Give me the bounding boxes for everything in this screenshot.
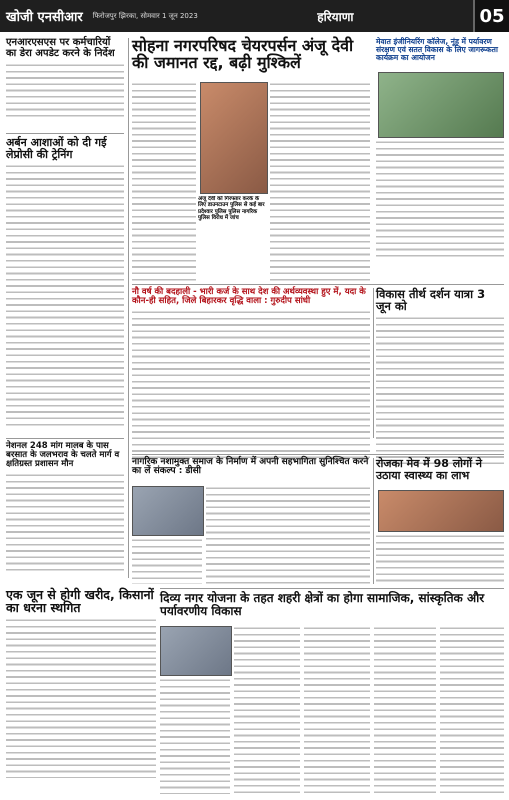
bottom-body-col-4 <box>374 626 436 794</box>
lower-left-body-col-2 <box>206 486 370 584</box>
left-headline-2: अर्बन आशाओं को दी गई लेप्रोसी की ट्रेनिंग <box>6 136 107 161</box>
mid-right-headline: विकास तीर्थ दर्शन यात्रा 3 जून को <box>376 287 486 314</box>
divider <box>6 438 124 439</box>
mid-left-headline: नौ वर्ष की बदहाली - भारी कर्ज के साथ देश की अर्थव्यवस्था हुए में, यदा के कौन-ही सहित, जिले बिहारकर वृद्धि वाला : गुरुदीप सांधी <box>132 287 366 306</box>
mid-left-body <box>132 310 370 460</box>
lower-left-photo <box>132 486 204 536</box>
lower-left-headline: नागरिक नशामुक्त समाज के निर्माण में अपनी सहभागिता सुनिश्चित करने का लें संकल्प : डीसी <box>132 457 369 477</box>
lead-body-col-1 <box>132 82 196 282</box>
left-article-1-body <box>6 63 124 121</box>
bottom-photo <box>160 626 232 676</box>
lead-article <box>132 38 372 72</box>
lead-photo-caption: अंजू देवी को गिरफ्तार करके के लिए डाउनटाउन पुलिस से कई बार प्रदेश्वार पुलिस पुलिस नागरिक पुलिस विरोध में जांच <box>198 196 265 222</box>
bottom-body-col-2 <box>234 626 300 794</box>
lead-body-col-2 <box>270 82 370 282</box>
divider <box>160 588 504 589</box>
divider <box>132 454 504 455</box>
lower-right-photo <box>378 490 504 532</box>
left-article-1 <box>6 38 124 121</box>
left-headline-1: एनआरएसएस पर कर्मचारियों का डेरा अपडेट करने के निर्देश <box>6 37 115 59</box>
left-article-2-body <box>6 164 124 430</box>
bottom-article <box>160 592 504 617</box>
right-top-article <box>376 38 504 62</box>
page-header <box>0 0 509 32</box>
masthead: खोजी एनसीआर <box>6 10 83 25</box>
lower-left-article <box>132 458 370 477</box>
lower-left-body-col-1 <box>132 538 202 584</box>
bottom-body-col-5 <box>440 626 504 794</box>
right-top-headline: मेवात इंजीनियरिंग कॉलेज, नूंह में पर्यावरण संरक्षण एवं सतत विकास के लिए जागरूकता कार्यक्रम का आयोजन <box>376 37 498 62</box>
right-top-photo <box>378 72 504 138</box>
lower-right-headline: रोजका मेव में 98 लोगों ने उठाया स्वास्थ्य का लाभ <box>376 457 482 482</box>
divider <box>6 133 124 134</box>
mid-left-article <box>132 288 370 460</box>
left-headline-3: नेशनल 248 मांग मालब के पास बरसात के जलभराव के चलते मार्ग व क्षतिग्रस्त प्रशासन मौन <box>6 441 120 469</box>
left-article-4 <box>6 588 156 778</box>
left-article-3-body <box>6 473 124 573</box>
left-article-2 <box>6 137 124 430</box>
column-rule <box>373 458 374 584</box>
bottom-body-col-3 <box>304 626 370 794</box>
divider <box>132 284 504 285</box>
issue-meta: फिरोजपुर झिरका, सोमवार 1 जून 2023 <box>92 11 198 20</box>
lower-right-article <box>376 458 504 481</box>
left-article-3 <box>6 442 124 573</box>
left-headline-4: एक जून से होगी खरीद, किसानों का धरना स्थगित <box>6 587 154 616</box>
column-rule <box>373 288 374 438</box>
left-article-4-body <box>6 618 156 778</box>
lead-headline: सोहना नगरपरिषद चेयरपर्सन अंजू देवी की जमानत रद्द, बढ़ी मुश्किलें <box>132 36 354 72</box>
lead-photo <box>200 82 268 194</box>
bottom-body-col-1 <box>160 678 230 794</box>
column-rule <box>128 38 129 578</box>
bottom-headline: दिव्य नगर योजना के तहत शहरी क्षेत्रों का होगा सामाजिक, सांस्कृतिक और पर्यावरणीय विकास <box>160 591 485 618</box>
mid-right-article <box>376 288 504 466</box>
lower-right-body <box>376 534 504 584</box>
section-title: हरियाणा <box>317 9 354 24</box>
page-number: 05 <box>473 0 509 32</box>
right-top-body <box>376 140 504 260</box>
mid-right-body <box>376 316 504 466</box>
